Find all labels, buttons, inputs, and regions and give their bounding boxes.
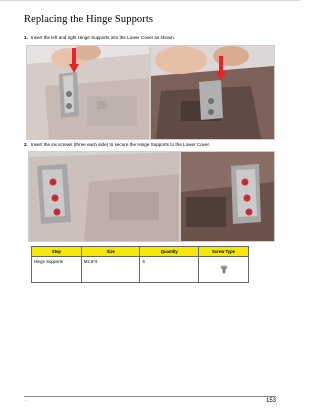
header-quantity: Quantity [140, 247, 199, 257]
step-2-number: 2. [24, 142, 28, 147]
cell-quantity: 6 [140, 257, 199, 283]
header-step: Step [32, 247, 82, 257]
cell-size: M2.5*4 [81, 257, 140, 283]
header-size: Size [81, 247, 140, 257]
table-header-row [32, 247, 249, 257]
footer-left-text: " " [24, 399, 27, 403]
photo-step2-right [180, 151, 275, 242]
step-1-instruction: Insert the left and right Hinge Supports into the Lower Cover as shown. [30, 35, 176, 40]
step-2-instruction: Insert the six screws (three each side) to secure the Hinge Supports to the Lower Cover. [30, 142, 211, 147]
page-number: 153 [265, 398, 276, 404]
photo-step1-right [150, 45, 275, 140]
cell-step: Hinge Supports [32, 257, 82, 283]
step-1-number: 1. [24, 35, 28, 40]
photo-step1-left [26, 45, 150, 140]
table-row [32, 257, 249, 283]
screw-icon [219, 265, 229, 274]
step-1-text [24, 35, 175, 41]
photo-step2-left [28, 151, 180, 242]
step-2-text [24, 142, 210, 148]
header-screw-type: Screw Type [199, 247, 249, 257]
cell-screw-type [199, 257, 249, 283]
top-rule [0, 0, 300, 1]
page-title: Replacing the Hinge Supports [24, 14, 154, 25]
screw-table [31, 246, 249, 283]
footer-rule [24, 396, 276, 397]
